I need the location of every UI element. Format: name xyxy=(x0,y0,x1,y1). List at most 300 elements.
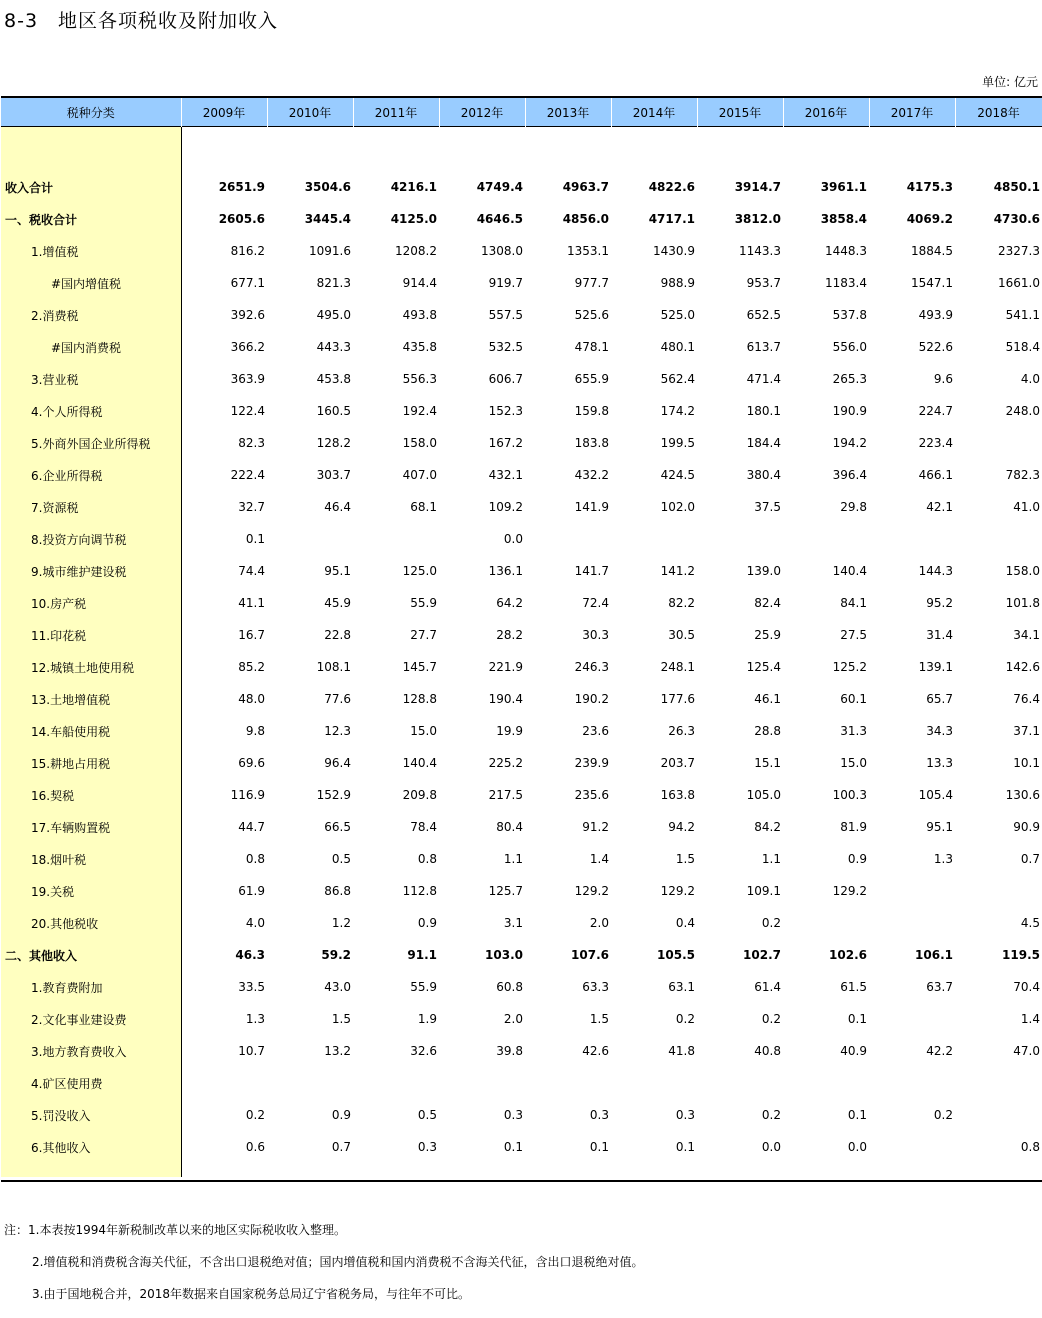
value-cell: 224.7 xyxy=(918,404,953,418)
value-cell xyxy=(267,523,353,555)
value-cell: 152.9 xyxy=(316,788,351,802)
value-cell: 140.4 xyxy=(402,756,437,770)
value-cell: 0.8 xyxy=(417,852,437,866)
value-cell: 4749.4 xyxy=(476,180,523,194)
value-cell: 914.4 xyxy=(402,276,437,290)
value-cell: 70.4 xyxy=(1013,980,1040,994)
row-label: 17.车辆购置税 xyxy=(1,811,181,843)
value-cell: 125.7 xyxy=(488,884,523,898)
value-cell: 613.7 xyxy=(746,340,781,354)
value-cell xyxy=(353,1067,439,1099)
value-cell: 74.4 xyxy=(238,564,265,578)
value-cell: 0.2 xyxy=(761,1012,781,1026)
row-label: 5.罚没收入 xyxy=(1,1099,181,1131)
value-cell: 190.9 xyxy=(832,404,867,418)
row-label: 6.其他收入 xyxy=(1,1131,181,1163)
value-cell: 90.9 xyxy=(1013,820,1040,834)
value-cell: 209.8 xyxy=(402,788,437,802)
value-cell: 0.3 xyxy=(503,1108,523,1122)
value-cell: 4646.5 xyxy=(476,212,523,226)
value-cell: 1448.3 xyxy=(825,244,867,258)
table-row xyxy=(1,331,1042,363)
value-cell: 122.4 xyxy=(230,404,265,418)
value-cell xyxy=(525,1067,611,1099)
value-cell: 0.7 xyxy=(331,1140,351,1154)
value-cell: 1353.1 xyxy=(567,244,609,258)
value-cell: 556.3 xyxy=(402,372,437,386)
value-cell: 68.1 xyxy=(410,500,437,514)
value-cell: 13.2 xyxy=(324,1044,351,1058)
header-year: 2018年 xyxy=(955,97,1042,127)
value-cell: 0.9 xyxy=(417,916,437,930)
value-cell: 60.1 xyxy=(840,692,867,706)
row-label: 收入合计 xyxy=(1,171,181,203)
value-cell xyxy=(955,427,1042,459)
value-cell: 41.0 xyxy=(1013,500,1040,514)
value-cell: 380.4 xyxy=(746,468,781,482)
value-cell: 4856.0 xyxy=(562,212,609,226)
value-cell: 4963.7 xyxy=(562,180,609,194)
value-cell: 45.9 xyxy=(324,596,351,610)
value-cell: 84.1 xyxy=(840,596,867,610)
value-cell: 223.4 xyxy=(918,436,953,450)
value-cell: 782.3 xyxy=(1005,468,1040,482)
value-cell: 396.4 xyxy=(832,468,867,482)
value-cell: 129.2 xyxy=(574,884,609,898)
value-cell: 32.7 xyxy=(238,500,265,514)
table-row xyxy=(1,843,1042,875)
value-cell: 33.5 xyxy=(238,980,265,994)
table-row xyxy=(1,715,1042,747)
row-label: 4.矿区使用费 xyxy=(1,1067,181,1099)
value-cell: 1.4 xyxy=(1020,1012,1040,1026)
value-cell: 0.1 xyxy=(503,1140,523,1154)
value-cell: 1884.5 xyxy=(911,244,953,258)
table-row xyxy=(1,555,1042,587)
value-cell xyxy=(783,907,869,939)
row-label: 二、其他收入 xyxy=(1,939,181,971)
value-cell: 46.3 xyxy=(235,948,265,962)
value-cell: 821.3 xyxy=(316,276,351,290)
value-cell: 217.5 xyxy=(488,788,523,802)
value-cell: 977.7 xyxy=(574,276,609,290)
value-cell xyxy=(697,1067,783,1099)
value-cell: 652.5 xyxy=(746,308,781,322)
value-cell: 27.5 xyxy=(840,628,867,642)
value-cell: 31.3 xyxy=(840,724,867,738)
value-cell xyxy=(783,523,869,555)
row-label: 16.契税 xyxy=(1,779,181,811)
note-2: 2.增值税和消费税含海关代征，不含出口退税绝对值；国内增值税和国内消费税不含海关代征，含出口退税绝对值。 xyxy=(32,1255,644,1269)
value-cell: 432.1 xyxy=(488,468,523,482)
value-cell: 30.3 xyxy=(582,628,609,642)
value-cell: 0.0 xyxy=(761,1140,781,1154)
value-cell: 221.9 xyxy=(488,660,523,674)
value-cell: 677.1 xyxy=(230,276,265,290)
value-cell: 3812.0 xyxy=(734,212,781,226)
value-cell: 183.8 xyxy=(574,436,609,450)
value-cell: 28.8 xyxy=(754,724,781,738)
value-cell: 96.4 xyxy=(324,756,351,770)
value-cell: 532.5 xyxy=(488,340,523,354)
value-cell: 102.7 xyxy=(743,948,781,962)
row-label: 2.消费税 xyxy=(1,299,181,331)
row-label: 4.个人所得税 xyxy=(1,395,181,427)
value-cell: 37.1 xyxy=(1013,724,1040,738)
value-cell: 0.2 xyxy=(761,1108,781,1122)
header-year: 2009年 xyxy=(181,97,267,127)
value-cell: 9.6 xyxy=(933,372,953,386)
value-cell: 0.3 xyxy=(589,1108,609,1122)
value-cell: 119.5 xyxy=(1002,948,1040,962)
value-cell: 392.6 xyxy=(230,308,265,322)
value-cell: 130.6 xyxy=(1005,788,1040,802)
value-cell: 199.5 xyxy=(660,436,695,450)
value-cell: 3858.4 xyxy=(820,212,867,226)
row-label: 13.土地增值税 xyxy=(1,683,181,715)
table-row xyxy=(1,1099,1042,1131)
note-1: 注：1.本表按1994年新税制改革以来的地区实际税收收入整理。 xyxy=(4,1223,346,1237)
value-cell: 63.3 xyxy=(582,980,609,994)
value-cell: 0.1 xyxy=(245,532,265,546)
value-cell: 919.7 xyxy=(488,276,523,290)
table-row xyxy=(1,459,1042,491)
value-cell: 2651.9 xyxy=(218,180,265,194)
value-cell: 655.9 xyxy=(574,372,609,386)
value-cell: 39.8 xyxy=(496,1044,523,1058)
value-cell: 109.1 xyxy=(746,884,781,898)
value-cell: 0.2 xyxy=(761,916,781,930)
value-cell: 363.9 xyxy=(230,372,265,386)
value-cell: 48.0 xyxy=(238,692,265,706)
table-row xyxy=(1,171,1042,203)
value-cell: 0.6 xyxy=(245,1140,265,1154)
value-cell: 34.3 xyxy=(926,724,953,738)
row-label: 1.增值税 xyxy=(1,235,181,267)
value-cell: 235.6 xyxy=(574,788,609,802)
row-label: 一、税收合计 xyxy=(1,203,181,235)
row-label: 8.投资方向调节税 xyxy=(1,523,181,555)
value-cell: 125.4 xyxy=(746,660,781,674)
value-cell: 80.4 xyxy=(496,820,523,834)
value-cell: 16.7 xyxy=(238,628,265,642)
value-cell: 0.0 xyxy=(503,532,523,546)
value-cell: 59.2 xyxy=(321,948,351,962)
value-cell: 128.8 xyxy=(402,692,437,706)
value-cell xyxy=(181,1067,267,1099)
value-cell: 9.8 xyxy=(245,724,265,738)
value-cell: 129.2 xyxy=(660,884,695,898)
value-cell: 144.3 xyxy=(918,564,953,578)
value-cell: 192.4 xyxy=(402,404,437,418)
value-cell: 953.7 xyxy=(746,276,781,290)
value-cell: 10.1 xyxy=(1013,756,1040,770)
value-cell: 1.2 xyxy=(331,916,351,930)
value-cell: 495.0 xyxy=(316,308,351,322)
value-cell xyxy=(869,523,955,555)
value-cell: 0.2 xyxy=(933,1108,953,1122)
value-cell: 1661.0 xyxy=(998,276,1040,290)
value-cell: 4822.6 xyxy=(648,180,695,194)
value-cell: 435.8 xyxy=(402,340,437,354)
value-cell: 167.2 xyxy=(488,436,523,450)
row-label: #国内消费税 xyxy=(1,331,181,363)
value-cell: 136.1 xyxy=(488,564,523,578)
value-cell: 1.5 xyxy=(331,1012,351,1026)
table-row xyxy=(1,587,1042,619)
header-year: 2011年 xyxy=(353,97,439,127)
row-label: 11.印花税 xyxy=(1,619,181,651)
value-cell: 22.8 xyxy=(324,628,351,642)
row-label: 14.车船使用税 xyxy=(1,715,181,747)
value-cell: 37.5 xyxy=(754,500,781,514)
value-cell: 537.8 xyxy=(832,308,867,322)
table-row xyxy=(1,779,1042,811)
table-row xyxy=(1,811,1042,843)
value-cell: 180.1 xyxy=(746,404,781,418)
value-cell: 248.0 xyxy=(1005,404,1040,418)
value-cell: 4717.1 xyxy=(648,212,695,226)
value-cell: 424.5 xyxy=(660,468,695,482)
value-cell: 0.9 xyxy=(331,1108,351,1122)
value-cell: 61.9 xyxy=(238,884,265,898)
row-label: 7.资源税 xyxy=(1,491,181,523)
value-cell: 265.3 xyxy=(832,372,867,386)
table-row xyxy=(1,875,1042,907)
value-cell xyxy=(869,1131,955,1163)
value-cell: 125.0 xyxy=(402,564,437,578)
table-row xyxy=(1,747,1042,779)
value-cell: 128.2 xyxy=(316,436,351,450)
value-cell: 4069.2 xyxy=(906,212,953,226)
value-cell: 190.2 xyxy=(574,692,609,706)
value-cell: 40.8 xyxy=(754,1044,781,1058)
value-cell: 177.6 xyxy=(660,692,695,706)
value-cell xyxy=(267,1067,353,1099)
value-cell: 525.6 xyxy=(574,308,609,322)
value-cell: 3504.6 xyxy=(304,180,351,194)
value-cell: 1183.4 xyxy=(825,276,867,290)
value-cell: 522.6 xyxy=(918,340,953,354)
header-year: 2016年 xyxy=(783,97,869,127)
value-cell: 101.8 xyxy=(1005,596,1040,610)
value-cell: 1.4 xyxy=(589,852,609,866)
value-cell: 82.3 xyxy=(238,436,265,450)
value-cell: 84.2 xyxy=(754,820,781,834)
value-cell xyxy=(783,1067,869,1099)
header-year: 2014年 xyxy=(611,97,697,127)
value-cell: 1.3 xyxy=(933,852,953,866)
value-cell: 4216.1 xyxy=(390,180,437,194)
value-cell: 29.8 xyxy=(840,500,867,514)
value-cell: 108.1 xyxy=(316,660,351,674)
value-cell: 493.9 xyxy=(918,308,953,322)
value-cell: 30.5 xyxy=(668,628,695,642)
value-cell: 72.4 xyxy=(582,596,609,610)
value-cell: 480.1 xyxy=(660,340,695,354)
value-cell: 407.0 xyxy=(402,468,437,482)
row-label: 3.地方教育费收入 xyxy=(1,1035,181,1067)
row-label: 12.城镇土地使用税 xyxy=(1,651,181,683)
value-cell: 34.1 xyxy=(1013,628,1040,642)
value-cell: 0.1 xyxy=(675,1140,695,1154)
value-cell: 41.8 xyxy=(668,1044,695,1058)
value-cell: 606.7 xyxy=(488,372,523,386)
value-cell: 105.5 xyxy=(657,948,695,962)
row-label: 3.营业税 xyxy=(1,363,181,395)
value-cell: 557.5 xyxy=(488,308,523,322)
value-cell: 1.3 xyxy=(245,1012,265,1026)
value-cell: 1308.0 xyxy=(481,244,523,258)
value-cell: 77.6 xyxy=(324,692,351,706)
value-cell: 0.1 xyxy=(589,1140,609,1154)
value-cell: 159.8 xyxy=(574,404,609,418)
value-cell: 100.3 xyxy=(832,788,867,802)
value-cell: 46.1 xyxy=(754,692,781,706)
value-cell xyxy=(353,523,439,555)
table-bottom-rule xyxy=(1,1180,1042,1182)
value-cell: 3445.4 xyxy=(304,212,351,226)
value-cell: 46.4 xyxy=(324,500,351,514)
value-cell: 0.8 xyxy=(245,852,265,866)
value-cell: 26.3 xyxy=(668,724,695,738)
table-row xyxy=(1,235,1042,267)
value-cell xyxy=(611,523,697,555)
header-category: 税种分类 xyxy=(1,97,181,127)
value-cell: 55.9 xyxy=(410,596,437,610)
note-3: 3.由于国地税合并，2018年数据来自国家税务总局辽宁省税务局，与往年不可比。 xyxy=(32,1287,470,1301)
header-year: 2015年 xyxy=(697,97,783,127)
row-label: #国内增值税 xyxy=(1,267,181,299)
value-cell: 27.7 xyxy=(410,628,437,642)
value-cell: 0.7 xyxy=(1020,852,1040,866)
value-cell: 105.4 xyxy=(918,788,953,802)
tax-revenue-table xyxy=(1,96,1042,1177)
table-row xyxy=(1,651,1042,683)
value-cell: 15.1 xyxy=(754,756,781,770)
value-cell: 109.2 xyxy=(488,500,523,514)
value-cell: 91.2 xyxy=(582,820,609,834)
value-cell: 2327.3 xyxy=(998,244,1040,258)
value-cell: 125.2 xyxy=(832,660,867,674)
value-cell: 4730.6 xyxy=(993,212,1040,226)
value-cell: 1.5 xyxy=(675,852,695,866)
value-cell: 23.6 xyxy=(582,724,609,738)
value-cell: 0.0 xyxy=(847,1140,867,1154)
table-row xyxy=(1,523,1042,555)
value-cell: 95.2 xyxy=(926,596,953,610)
value-cell: 10.7 xyxy=(238,1044,265,1058)
value-cell xyxy=(955,1067,1042,1099)
row-label: 15.耕地占用税 xyxy=(1,747,181,779)
value-cell: 0.5 xyxy=(331,852,351,866)
value-cell: 203.7 xyxy=(660,756,695,770)
value-cell: 158.0 xyxy=(402,436,437,450)
value-cell: 43.0 xyxy=(324,980,351,994)
value-cell: 4.0 xyxy=(245,916,265,930)
value-cell: 1.5 xyxy=(589,1012,609,1026)
value-cell: 0.8 xyxy=(1020,1140,1040,1154)
value-cell: 15.0 xyxy=(410,724,437,738)
table-row xyxy=(1,395,1042,427)
value-cell: 42.2 xyxy=(926,1044,953,1058)
value-cell: 15.0 xyxy=(840,756,867,770)
value-cell: 478.1 xyxy=(574,340,609,354)
value-cell: 102.6 xyxy=(829,948,867,962)
value-cell: 86.8 xyxy=(324,884,351,898)
value-cell: 160.5 xyxy=(316,404,351,418)
value-cell: 443.3 xyxy=(316,340,351,354)
value-cell: 0.5 xyxy=(417,1108,437,1122)
value-cell: 42.6 xyxy=(582,1044,609,1058)
row-label: 19.关税 xyxy=(1,875,181,907)
notes xyxy=(4,1222,643,1318)
value-cell: 366.2 xyxy=(230,340,265,354)
value-cell: 163.8 xyxy=(660,788,695,802)
value-cell: 13.3 xyxy=(926,756,953,770)
table-row xyxy=(1,1131,1042,1163)
value-cell: 2.0 xyxy=(589,916,609,930)
value-cell: 248.1 xyxy=(660,660,695,674)
value-cell: 102.0 xyxy=(660,500,695,514)
spacer-row xyxy=(1,127,1042,172)
value-cell: 246.3 xyxy=(574,660,609,674)
value-cell: 40.9 xyxy=(840,1044,867,1058)
value-cell: 139.1 xyxy=(918,660,953,674)
row-label: 6.企业所得税 xyxy=(1,459,181,491)
value-cell: 1143.3 xyxy=(739,244,781,258)
value-cell: 95.1 xyxy=(926,820,953,834)
value-cell: 60.8 xyxy=(496,980,523,994)
value-cell: 47.0 xyxy=(1013,1044,1040,1058)
table-row xyxy=(1,299,1042,331)
value-cell: 190.4 xyxy=(488,692,523,706)
value-cell: 1.9 xyxy=(417,1012,437,1026)
value-cell: 3914.7 xyxy=(734,180,781,194)
value-cell: 174.2 xyxy=(660,404,695,418)
value-cell: 140.4 xyxy=(832,564,867,578)
value-cell: 4.5 xyxy=(1020,916,1040,930)
value-cell: 106.1 xyxy=(915,948,953,962)
value-cell: 142.6 xyxy=(1005,660,1040,674)
value-cell xyxy=(869,875,955,907)
value-cell: 141.7 xyxy=(574,564,609,578)
value-cell: 44.7 xyxy=(238,820,265,834)
value-cell: 1091.6 xyxy=(309,244,351,258)
value-cell: 2605.6 xyxy=(218,212,265,226)
table-row xyxy=(1,619,1042,651)
value-cell: 816.2 xyxy=(230,244,265,258)
value-cell: 0.1 xyxy=(847,1012,867,1026)
value-cell: 82.2 xyxy=(668,596,695,610)
value-cell: 303.7 xyxy=(316,468,351,482)
value-cell: 141.9 xyxy=(574,500,609,514)
value-cell: 105.0 xyxy=(746,788,781,802)
value-cell: 225.2 xyxy=(488,756,523,770)
value-cell: 1.1 xyxy=(761,852,781,866)
table-row xyxy=(1,363,1042,395)
table-row xyxy=(1,1003,1042,1035)
row-label: 10.房产税 xyxy=(1,587,181,619)
table-row xyxy=(1,939,1042,971)
value-cell: 42.1 xyxy=(926,500,953,514)
value-cell: 0.3 xyxy=(675,1108,695,1122)
value-cell: 988.9 xyxy=(660,276,695,290)
value-cell: 453.8 xyxy=(316,372,351,386)
table-row xyxy=(1,427,1042,459)
value-cell: 0.2 xyxy=(675,1012,695,1026)
value-cell: 81.9 xyxy=(840,820,867,834)
